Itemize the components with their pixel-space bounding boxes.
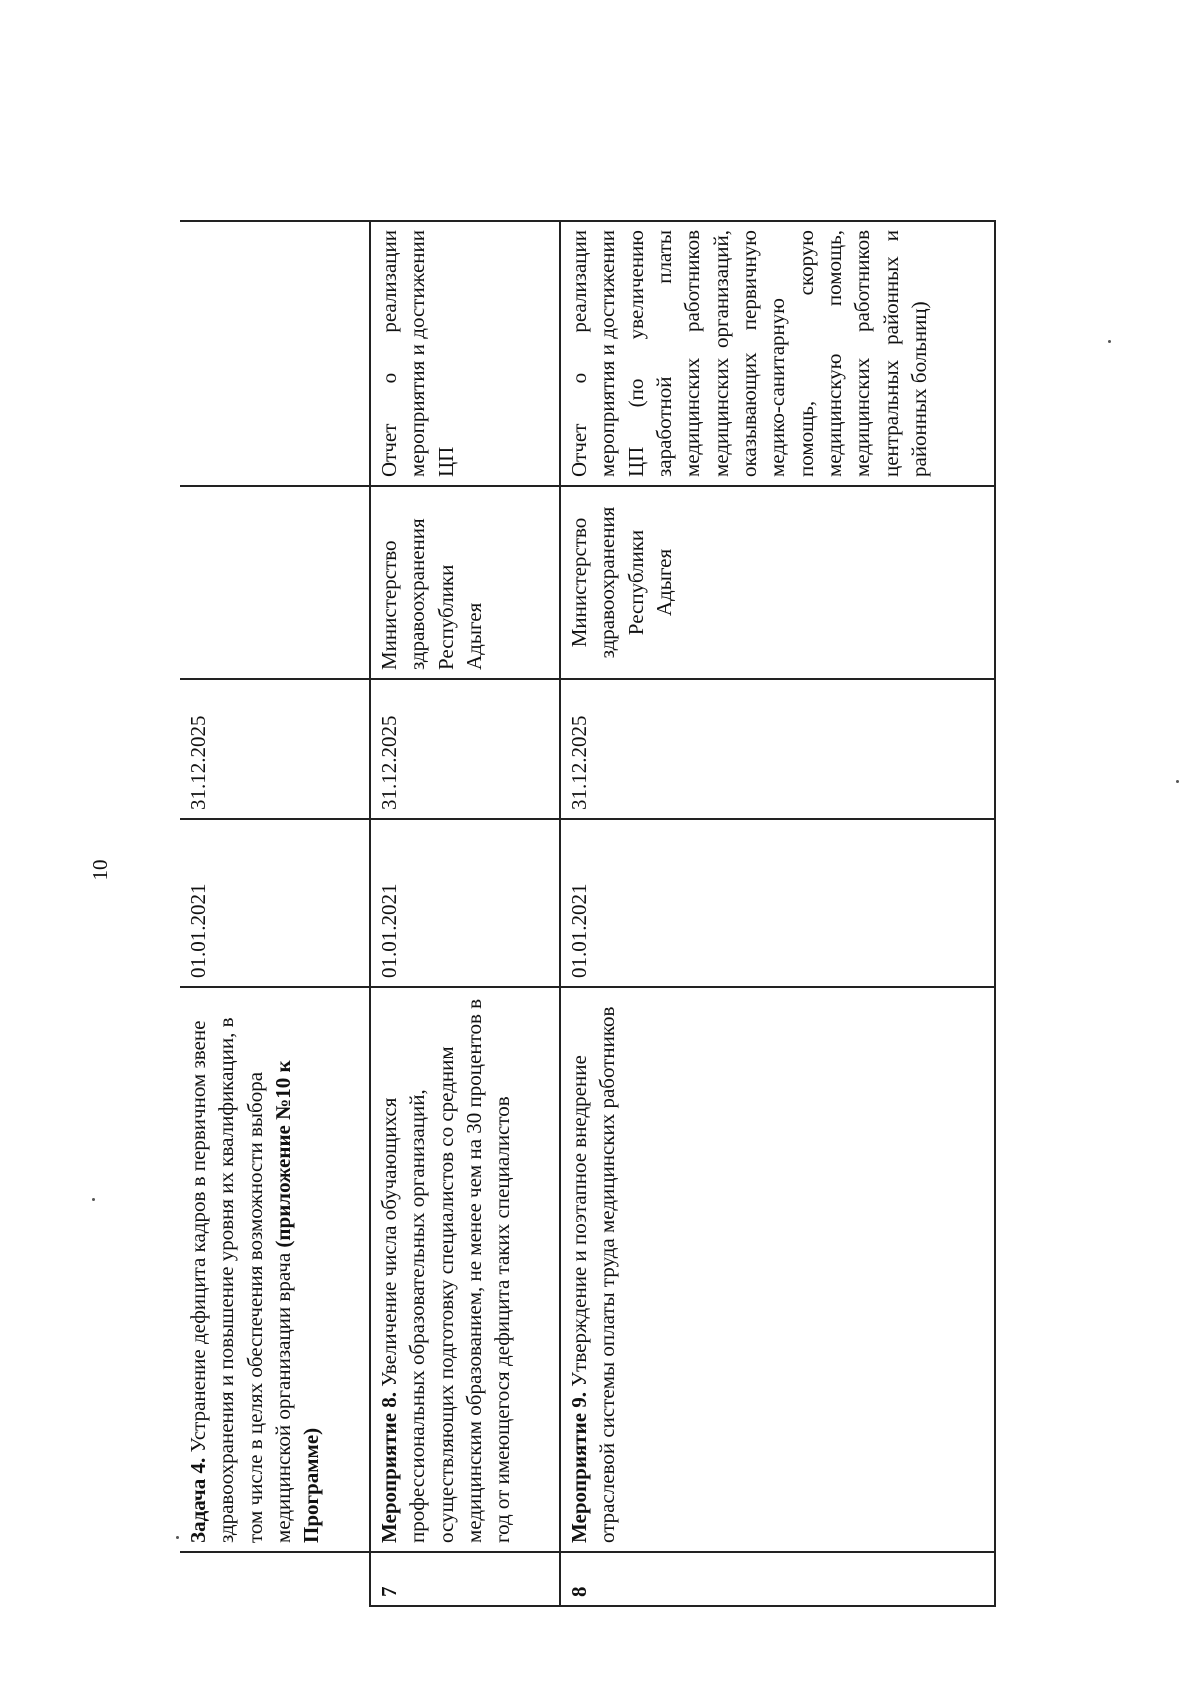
task-text: Устранение дефицита кадров в первичном звене здравоохранения и повышение уровня их квалификации, в том числе в целях обеспечения возможности выбора медицинской организации врача (186, 1017, 296, 1543)
row-number (180, 1552, 370, 1606)
executor (180, 486, 370, 679)
end-date: 31.12.2025 (180, 679, 370, 819)
start-date: 01.01.2021 (180, 819, 370, 987)
row-description (180, 987, 370, 1552)
executor: Министерство здравоохранения Республики Адыгея (560, 486, 995, 679)
scan-speck (176, 1536, 179, 1539)
start-date: 01.01.2021 (370, 819, 560, 987)
table-row-task (180, 221, 370, 1606)
row-description (560, 987, 995, 1552)
start-date: 01.01.2021 (560, 819, 995, 987)
scan-speck (1108, 340, 1111, 343)
end-date: 31.12.2025 (560, 679, 995, 819)
measure-text: Увеличение числа обучающихся профессиональных образовательных организаций, осуществляющих подготовку специалистов со средним медицинским образованием, не менее чем на 30 процентов в год от имеющегося дефицита таких специалистов (377, 998, 515, 1543)
measure-text: Утверждение и поэтапное внедрение отраслевой системы оплаты труда медицинских работников (567, 1006, 620, 1543)
result (180, 221, 370, 486)
table-row (560, 221, 995, 1606)
scan-speck (1176, 780, 1179, 783)
measure-label: Мероприятие 9. (567, 1391, 591, 1543)
table-row (370, 221, 560, 1606)
task-label: Задача 4. (186, 1457, 210, 1543)
measure-label: Мероприятие 8. (377, 1391, 401, 1543)
row-number: 7 (370, 1552, 560, 1606)
page-number: 10 (88, 859, 112, 881)
rotated-table-wrapper (180, 222, 996, 1607)
executor: Министерство здравоохранения Республики Адыгея (370, 486, 560, 679)
result: Отчет о реализации мероприятия и достижении ЦП (370, 221, 560, 486)
scan-speck (92, 1198, 95, 1201)
measures-table (180, 220, 996, 1607)
row-description (370, 987, 560, 1552)
end-date: 31.12.2025 (370, 679, 560, 819)
row-number: 8 (560, 1552, 995, 1606)
result: Отчет о реализации мероприятия и достижении ЦП (по увеличению заработной платы медицинских работников медицинских организаций, оказывающих первичную медико-санитарную помощь, скорую медицинскую помощь, медицинских работников центральных районных и районных больниц) (560, 221, 995, 486)
task-appendix: (приложение №10 к Программе) (271, 1060, 324, 1543)
